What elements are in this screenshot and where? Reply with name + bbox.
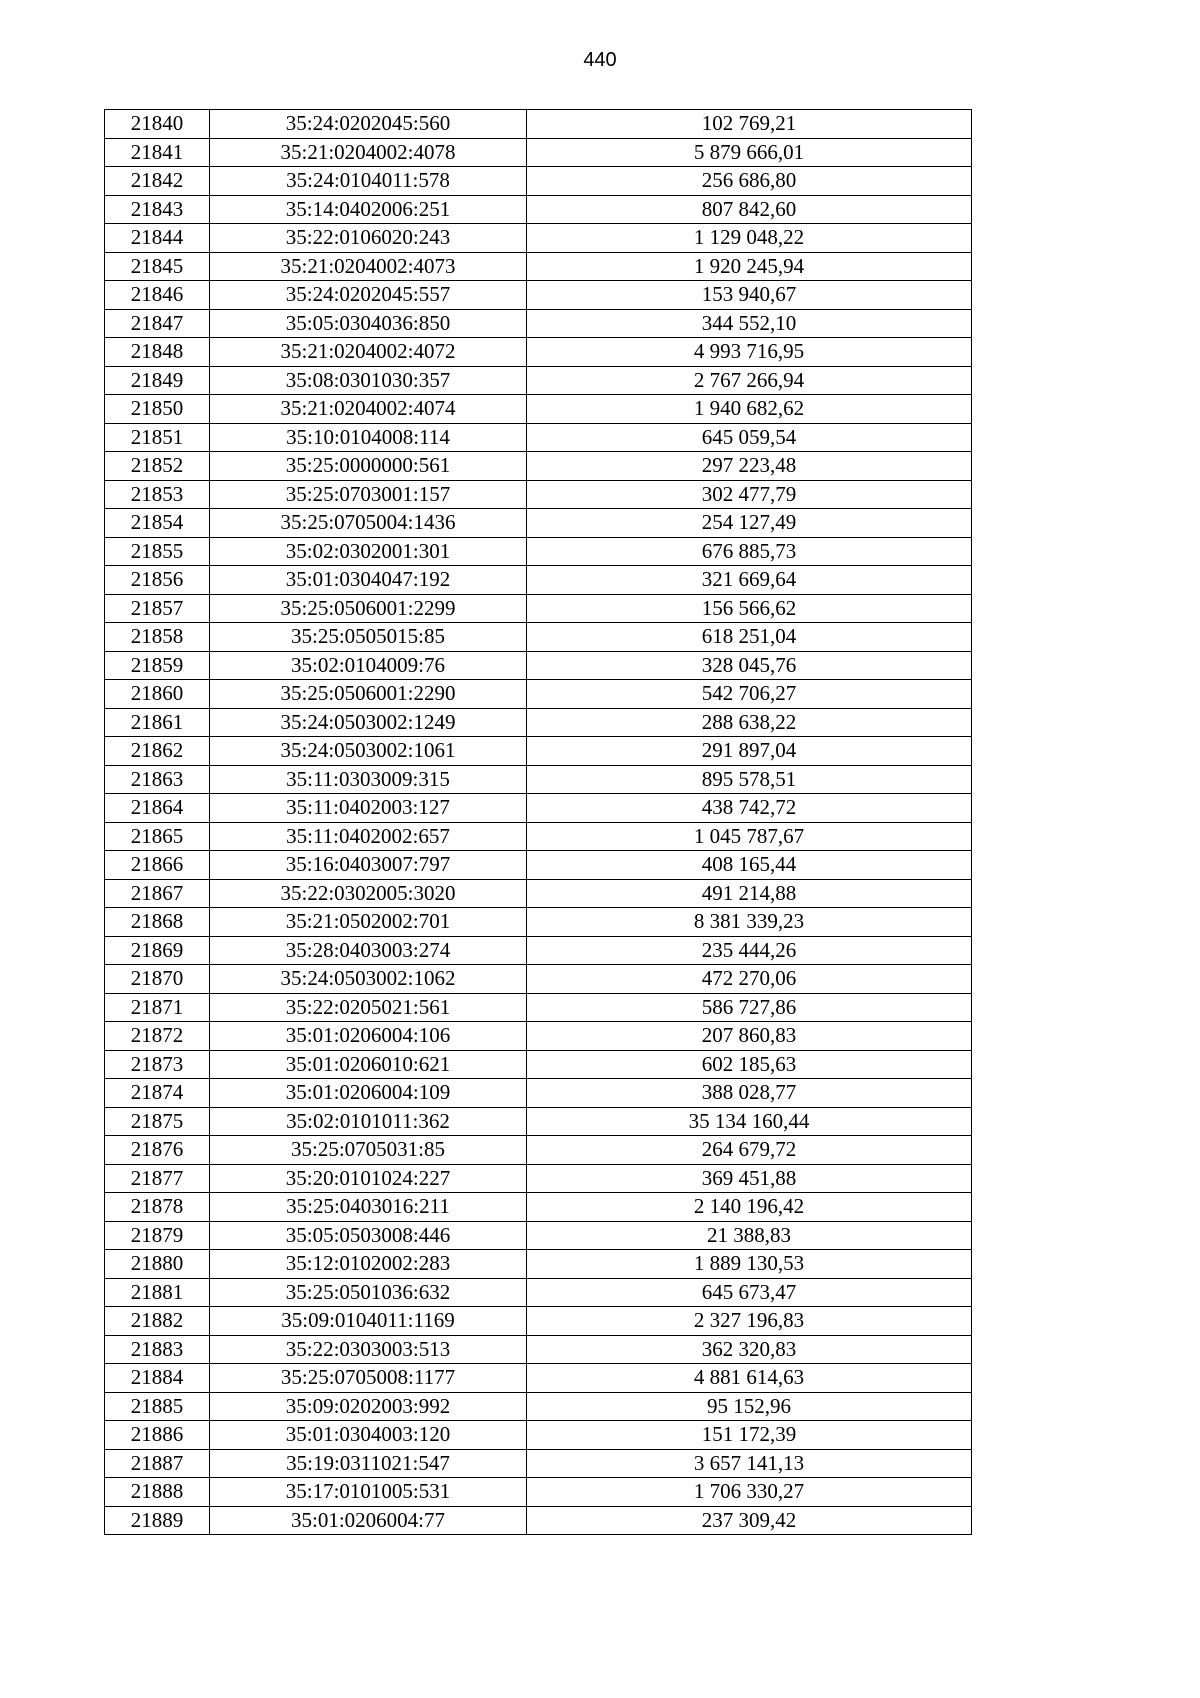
table-row — [105, 1164, 972, 1193]
row-number-cell: 21849 — [105, 366, 210, 395]
row-number-cell: 21851 — [105, 423, 210, 452]
table-row — [105, 1107, 972, 1136]
cadastral-number-cell: 35:25:0705031:85 — [210, 1136, 527, 1165]
value-cell: 895 578,51 — [527, 765, 972, 794]
row-number-cell: 21870 — [105, 965, 210, 994]
value-cell: 288 638,22 — [527, 708, 972, 737]
table-row — [105, 1478, 972, 1507]
cadastral-number-cell: 35:25:0506001:2290 — [210, 680, 527, 709]
table-row — [105, 765, 972, 794]
table-row — [105, 480, 972, 509]
row-number-cell: 21864 — [105, 794, 210, 823]
value-cell: 102 769,21 — [527, 110, 972, 139]
table-row — [105, 1250, 972, 1279]
table-row — [105, 1335, 972, 1364]
row-number-cell: 21881 — [105, 1278, 210, 1307]
row-number-cell: 21887 — [105, 1449, 210, 1478]
value-cell: 302 477,79 — [527, 480, 972, 509]
table-row — [105, 908, 972, 937]
value-cell: 362 320,83 — [527, 1335, 972, 1364]
value-cell: 1 045 787,67 — [527, 822, 972, 851]
value-cell: 1 940 682,62 — [527, 395, 972, 424]
cadastral-number-cell: 35:21:0204002:4073 — [210, 252, 527, 281]
table-row — [105, 1392, 972, 1421]
table-row — [105, 965, 972, 994]
row-number-cell: 21889 — [105, 1506, 210, 1535]
row-number-cell: 21886 — [105, 1421, 210, 1450]
table-row — [105, 594, 972, 623]
cadastral-number-cell: 35:02:0101011:362 — [210, 1107, 527, 1136]
row-number-cell: 21876 — [105, 1136, 210, 1165]
table-row — [105, 537, 972, 566]
value-cell: 237 309,42 — [527, 1506, 972, 1535]
value-cell: 618 251,04 — [527, 623, 972, 652]
value-cell: 602 185,63 — [527, 1050, 972, 1079]
cadastral-number-cell: 35:24:0104011:578 — [210, 167, 527, 196]
value-cell: 321 669,64 — [527, 566, 972, 595]
value-cell: 4 881 614,63 — [527, 1364, 972, 1393]
value-cell: 151 172,39 — [527, 1421, 972, 1450]
table-row — [105, 1136, 972, 1165]
value-cell: 388 028,77 — [527, 1079, 972, 1108]
row-number-cell: 21884 — [105, 1364, 210, 1393]
cadastral-number-cell: 35:17:0101005:531 — [210, 1478, 527, 1507]
row-number-cell: 21844 — [105, 224, 210, 253]
row-number-cell: 21879 — [105, 1221, 210, 1250]
value-cell: 542 706,27 — [527, 680, 972, 709]
value-cell: 207 860,83 — [527, 1022, 972, 1051]
table-row — [105, 1050, 972, 1079]
table-row — [105, 623, 972, 652]
row-number-cell: 21841 — [105, 138, 210, 167]
cadastral-number-cell: 35:05:0503008:446 — [210, 1221, 527, 1250]
table-row — [105, 395, 972, 424]
value-cell: 645 673,47 — [527, 1278, 972, 1307]
row-number-cell: 21883 — [105, 1335, 210, 1364]
row-number-cell: 21862 — [105, 737, 210, 766]
value-cell: 254 127,49 — [527, 509, 972, 538]
value-cell: 344 552,10 — [527, 309, 972, 338]
row-number-cell: 21882 — [105, 1307, 210, 1336]
table-row — [105, 1307, 972, 1336]
value-cell: 472 270,06 — [527, 965, 972, 994]
row-number-cell: 21874 — [105, 1079, 210, 1108]
cadastral-number-cell: 35:25:0501036:632 — [210, 1278, 527, 1307]
cadastral-number-cell: 35:14:0402006:251 — [210, 195, 527, 224]
cadastral-number-cell: 35:25:0506001:2299 — [210, 594, 527, 623]
data-table — [104, 109, 972, 1535]
table-row — [105, 309, 972, 338]
table-row — [105, 1221, 972, 1250]
table-row — [105, 708, 972, 737]
cadastral-number-cell: 35:02:0104009:76 — [210, 651, 527, 680]
value-cell: 2 327 196,83 — [527, 1307, 972, 1336]
value-cell: 676 885,73 — [527, 537, 972, 566]
row-number-cell: 21854 — [105, 509, 210, 538]
row-number-cell: 21863 — [105, 765, 210, 794]
row-number-cell: 21856 — [105, 566, 210, 595]
cadastral-number-cell: 35:24:0202045:560 — [210, 110, 527, 139]
cadastral-number-cell: 35:01:0206010:621 — [210, 1050, 527, 1079]
table-row — [105, 1278, 972, 1307]
cadastral-number-cell: 35:09:0104011:1169 — [210, 1307, 527, 1336]
value-cell: 491 214,88 — [527, 879, 972, 908]
table-row — [105, 822, 972, 851]
row-number-cell: 21847 — [105, 309, 210, 338]
cadastral-number-cell: 35:25:0403016:211 — [210, 1193, 527, 1222]
cadastral-number-cell: 35:05:0304036:850 — [210, 309, 527, 338]
row-number-cell: 21888 — [105, 1478, 210, 1507]
row-number-cell: 21875 — [105, 1107, 210, 1136]
row-number-cell: 21866 — [105, 851, 210, 880]
value-cell: 328 045,76 — [527, 651, 972, 680]
value-cell: 2 140 196,42 — [527, 1193, 972, 1222]
cadastral-number-cell: 35:10:0104008:114 — [210, 423, 527, 452]
row-number-cell: 21848 — [105, 338, 210, 367]
cadastral-number-cell: 35:20:0101024:227 — [210, 1164, 527, 1193]
value-cell: 586 727,86 — [527, 993, 972, 1022]
cadastral-number-cell: 35:01:0206004:106 — [210, 1022, 527, 1051]
row-number-cell: 21846 — [105, 281, 210, 310]
value-cell: 5 879 666,01 — [527, 138, 972, 167]
row-number-cell: 21880 — [105, 1250, 210, 1279]
table-row — [105, 1364, 972, 1393]
row-number-cell: 21877 — [105, 1164, 210, 1193]
cadastral-number-cell: 35:25:0703001:157 — [210, 480, 527, 509]
cadastral-number-cell: 35:08:0301030:357 — [210, 366, 527, 395]
table-row — [105, 680, 972, 709]
row-number-cell: 21885 — [105, 1392, 210, 1421]
row-number-cell: 21858 — [105, 623, 210, 652]
table-row — [105, 281, 972, 310]
cadastral-number-cell: 35:01:0206004:109 — [210, 1079, 527, 1108]
cadastral-number-cell: 35:22:0303003:513 — [210, 1335, 527, 1364]
table-row — [105, 936, 972, 965]
table-row — [105, 651, 972, 680]
row-number-cell: 21842 — [105, 167, 210, 196]
cadastral-number-cell: 35:12:0102002:283 — [210, 1250, 527, 1279]
table-row — [105, 1079, 972, 1108]
value-cell: 291 897,04 — [527, 737, 972, 766]
value-cell: 438 742,72 — [527, 794, 972, 823]
table-row — [105, 138, 972, 167]
table-body — [105, 110, 972, 1535]
value-cell: 2 767 266,94 — [527, 366, 972, 395]
table-row — [105, 1022, 972, 1051]
cadastral-number-cell: 35:01:0206004:77 — [210, 1506, 527, 1535]
cadastral-number-cell: 35:22:0205021:561 — [210, 993, 527, 1022]
value-cell: 235 444,26 — [527, 936, 972, 965]
cadastral-number-cell: 35:11:0303009:315 — [210, 765, 527, 794]
value-cell: 8 381 339,23 — [527, 908, 972, 937]
value-cell: 807 842,60 — [527, 195, 972, 224]
table-row — [105, 509, 972, 538]
cadastral-number-cell: 35:25:0505015:85 — [210, 623, 527, 652]
table-row — [105, 1506, 972, 1535]
row-number-cell: 21860 — [105, 680, 210, 709]
table-row — [105, 851, 972, 880]
value-cell: 297 223,48 — [527, 452, 972, 481]
table-row — [105, 566, 972, 595]
table-row — [105, 737, 972, 766]
row-number-cell: 21873 — [105, 1050, 210, 1079]
row-number-cell: 21869 — [105, 936, 210, 965]
cadastral-number-cell: 35:21:0204002:4078 — [210, 138, 527, 167]
cadastral-number-cell: 35:25:0705004:1436 — [210, 509, 527, 538]
table-row — [105, 879, 972, 908]
table-row — [105, 794, 972, 823]
row-number-cell: 21868 — [105, 908, 210, 937]
table-row — [105, 366, 972, 395]
cadastral-number-cell: 35:24:0503002:1061 — [210, 737, 527, 766]
cadastral-number-cell: 35:24:0503002:1062 — [210, 965, 527, 994]
cadastral-number-cell: 35:01:0304047:192 — [210, 566, 527, 595]
row-number-cell: 21853 — [105, 480, 210, 509]
cadastral-number-cell: 35:11:0402003:127 — [210, 794, 527, 823]
value-cell: 1 706 330,27 — [527, 1478, 972, 1507]
row-number-cell: 21871 — [105, 993, 210, 1022]
value-cell: 153 940,67 — [527, 281, 972, 310]
cadastral-number-cell: 35:24:0202045:557 — [210, 281, 527, 310]
row-number-cell: 21872 — [105, 1022, 210, 1051]
row-number-cell: 21855 — [105, 537, 210, 566]
value-cell: 1 889 130,53 — [527, 1250, 972, 1279]
table-row — [105, 224, 972, 253]
table-row — [105, 110, 972, 139]
value-cell: 1 920 245,94 — [527, 252, 972, 281]
value-cell: 156 566,62 — [527, 594, 972, 623]
row-number-cell: 21861 — [105, 708, 210, 737]
cadastral-number-cell: 35:25:0705008:1177 — [210, 1364, 527, 1393]
cadastral-number-cell: 35:24:0503002:1249 — [210, 708, 527, 737]
row-number-cell: 21850 — [105, 395, 210, 424]
row-number-cell: 21865 — [105, 822, 210, 851]
table-row — [105, 993, 972, 1022]
table-row — [105, 1449, 972, 1478]
value-cell: 95 152,96 — [527, 1392, 972, 1421]
value-cell: 21 388,83 — [527, 1221, 972, 1250]
value-cell: 264 679,72 — [527, 1136, 972, 1165]
row-number-cell: 21852 — [105, 452, 210, 481]
row-number-cell: 21843 — [105, 195, 210, 224]
cadastral-number-cell: 35:01:0304003:120 — [210, 1421, 527, 1450]
cadastral-number-cell: 35:16:0403007:797 — [210, 851, 527, 880]
cadastral-number-cell: 35:28:0403003:274 — [210, 936, 527, 965]
table-row — [105, 423, 972, 452]
value-cell: 645 059,54 — [527, 423, 972, 452]
cadastral-number-cell: 35:02:0302001:301 — [210, 537, 527, 566]
row-number-cell: 21845 — [105, 252, 210, 281]
value-cell: 256 686,80 — [527, 167, 972, 196]
value-cell: 4 993 716,95 — [527, 338, 972, 367]
value-cell: 3 657 141,13 — [527, 1449, 972, 1478]
cadastral-number-cell: 35:22:0106020:243 — [210, 224, 527, 253]
table-row — [105, 1421, 972, 1450]
table-row — [105, 195, 972, 224]
table-row — [105, 252, 972, 281]
cadastral-number-cell: 35:22:0302005:3020 — [210, 879, 527, 908]
table-row — [105, 1193, 972, 1222]
row-number-cell: 21859 — [105, 651, 210, 680]
row-number-cell: 21840 — [105, 110, 210, 139]
cadastral-number-cell: 35:21:0204002:4074 — [210, 395, 527, 424]
cadastral-number-cell: 35:19:0311021:547 — [210, 1449, 527, 1478]
page-number: 440 — [583, 49, 617, 71]
cadastral-number-cell: 35:11:0402002:657 — [210, 822, 527, 851]
row-number-cell: 21867 — [105, 879, 210, 908]
value-cell: 35 134 160,44 — [527, 1107, 972, 1136]
value-cell: 369 451,88 — [527, 1164, 972, 1193]
value-cell: 1 129 048,22 — [527, 224, 972, 253]
cadastral-number-cell: 35:25:0000000:561 — [210, 452, 527, 481]
value-cell: 408 165,44 — [527, 851, 972, 880]
cadastral-number-cell: 35:21:0204002:4072 — [210, 338, 527, 367]
row-number-cell: 21878 — [105, 1193, 210, 1222]
table-row — [105, 452, 972, 481]
row-number-cell: 21857 — [105, 594, 210, 623]
table-row — [105, 338, 972, 367]
cadastral-number-cell: 35:21:0502002:701 — [210, 908, 527, 937]
table-row — [105, 167, 972, 196]
cadastral-number-cell: 35:09:0202003:992 — [210, 1392, 527, 1421]
